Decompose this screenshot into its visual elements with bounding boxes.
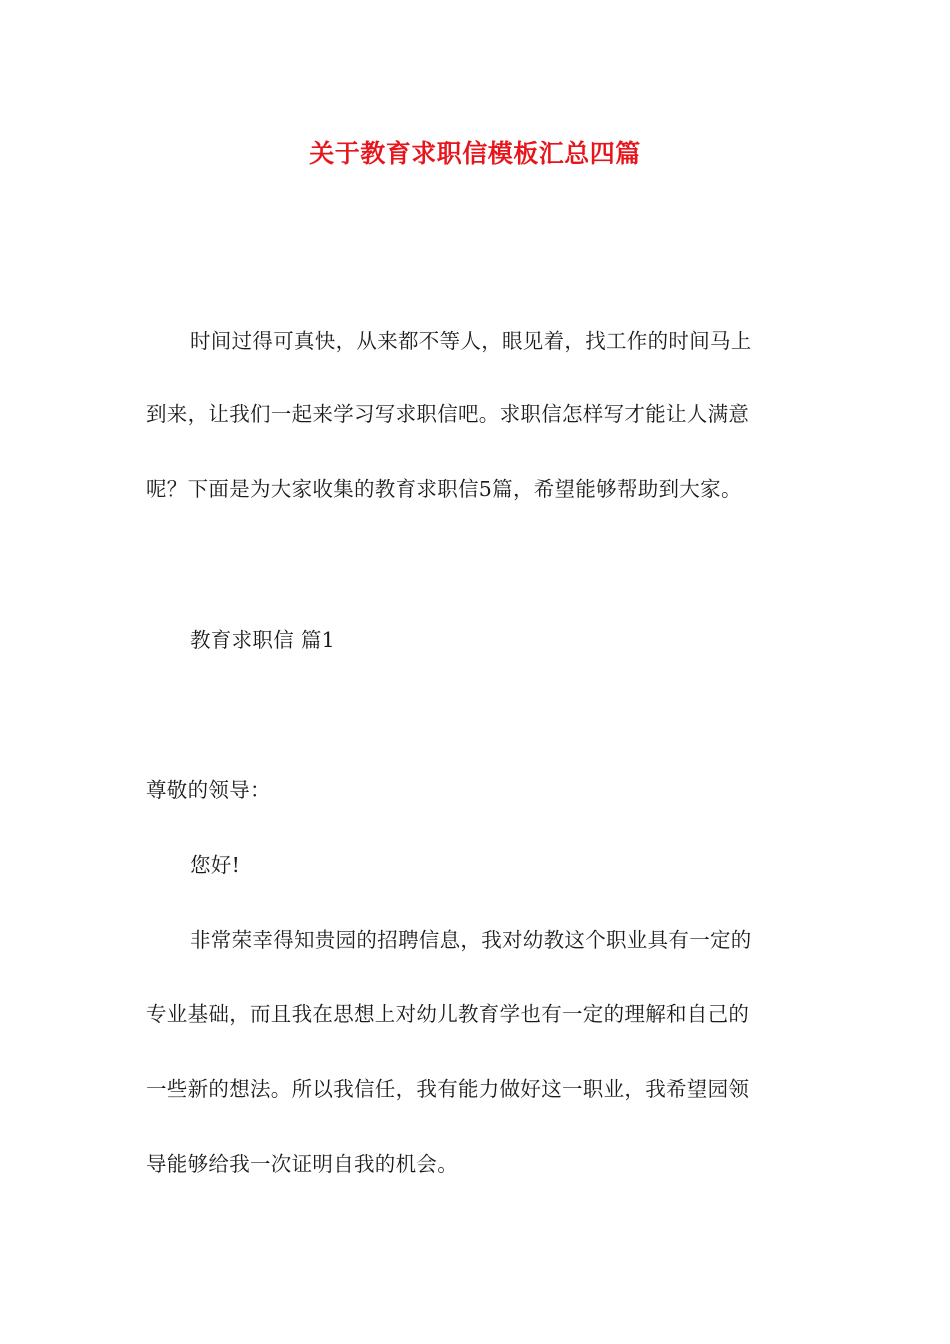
intro-line: 到来，让我们一起来学习写求职信吧。求职信怎样写才能让人满意 <box>146 402 750 426</box>
salutation: 尊敬的领导： <box>146 778 271 802</box>
body-line: 导能够给我一次证明自我的机会。 <box>146 1152 458 1176</box>
intro-line: 时间过得可真快，从来都不等人，眼见着，找工作的时间马上 <box>190 329 752 353</box>
body-line: 专业基础，而且我在思想上对幼儿教育学也有一定的理解和自己的 <box>146 1002 750 1026</box>
body-line: 非常荣幸得知贵园的招聘信息，我对幼教这个职业具有一定的 <box>190 928 752 952</box>
intro-line: 呢？下面是为大家收集的教育求职信5篇，希望能够帮助到大家。 <box>146 477 742 501</box>
body-line: 一些新的想法。所以我信任，我有能力做好这一职业，我希望园领 <box>146 1077 750 1101</box>
document-title: 关于教育求职信模板汇总四篇 <box>309 139 641 168</box>
greeting: 您好! <box>190 853 241 877</box>
section-heading: 教育求职信 篇1 <box>190 628 335 652</box>
